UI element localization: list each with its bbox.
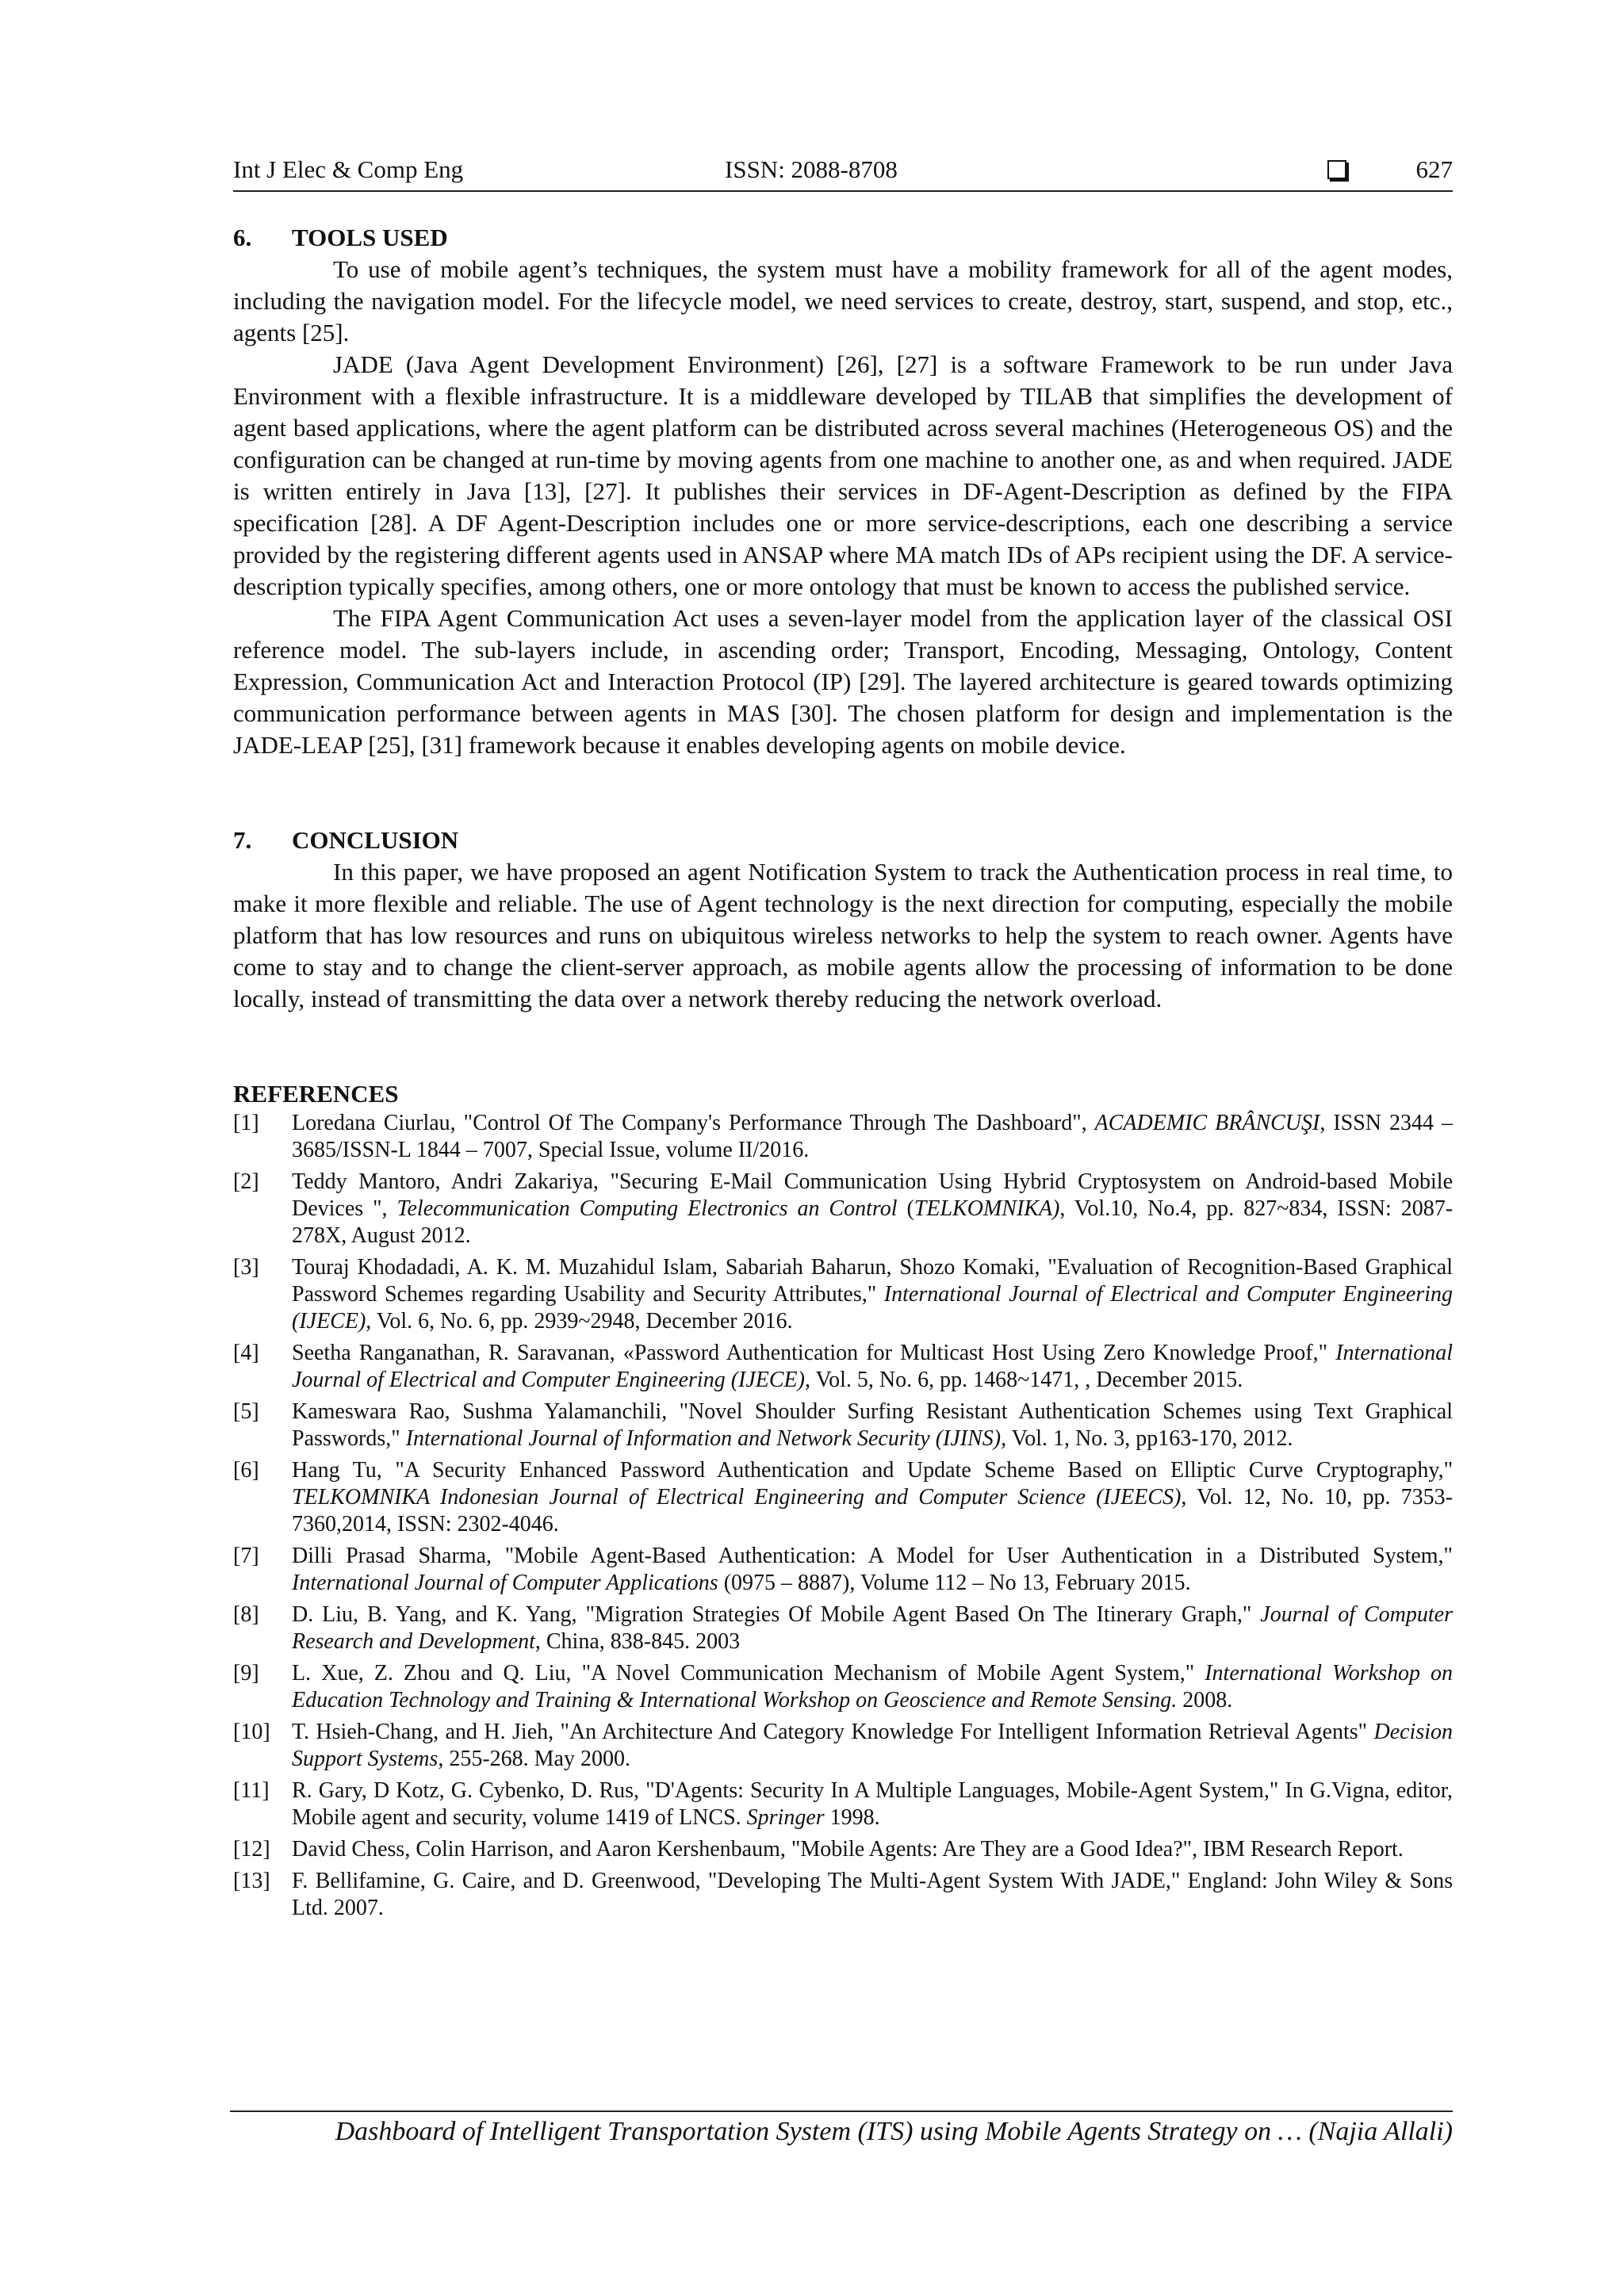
- reference-number: [4]: [233, 1341, 259, 1365]
- reference-item: [233, 1601, 1453, 1655]
- reference-item: [233, 1868, 1453, 1922]
- reference-number: [6]: [233, 1458, 259, 1483]
- reference-item: [233, 1254, 1453, 1335]
- reference-number: [2]: [233, 1169, 259, 1194]
- reference-number: [7]: [233, 1544, 259, 1568]
- reference-item: [233, 1777, 1453, 1831]
- section-heading: [233, 222, 1453, 254]
- paragraph: To use of mobile agent’s techniques, the system must have a mobility framework for all of the agent modes, including the navigation model. For the lifecycle model, we need services to create, destroy, start, suspend, and stop, etc., agents [25].: [233, 255, 1453, 346]
- references-section: [233, 1078, 1453, 1922]
- section-title: TOOLS USED: [292, 224, 448, 251]
- reference-text: Seetha Ranganathan, R. Saravanan, «Password Authentication for Multicast Host Using Zero Knowledge Proof," International Journal of Electrical and Computer Engineering (IJECE), Vol. 5, No. 6, pp. 1468~1471, , December 2015.: [292, 1341, 1453, 1392]
- reference-number: [9]: [233, 1661, 259, 1686]
- paragraph: In this paper, we have proposed an agent Notification System to track the Authentication process in real time, to make it more flexible and reliable. The use of Agent technology is the next direction for computing, especially the mobile platform that has low resources and runs on ubiquitous wireless networks to help the system to reach owner. Agents have come to stay and to change the client-server approach, as mobile agents allow the processing of information to be done locally, instead of transmitting the data over a network thereby reducing the network overload.: [233, 858, 1453, 1012]
- section-heading: [233, 825, 1453, 856]
- reference-text: R. Gary, D Kotz, G. Cybenko, D. Rus, "D'Agents: Security In A Multiple Languages, Mobile-Agent System," In G.Vigna, editor, Mobile agent and security, volume 1419 of LNCS. Springer 1998.: [292, 1778, 1453, 1830]
- reference-number: [13]: [233, 1869, 270, 1893]
- reference-item: [233, 1660, 1453, 1714]
- reference-number: [1]: [233, 1111, 259, 1135]
- reference-text: David Chess, Colin Harrison, and Aaron Kershenbaum, "Mobile Agents: Are They are a Good Idea?", IBM Research Report.: [292, 1837, 1404, 1862]
- journal-name: Int J Elec & Comp Eng: [233, 155, 464, 183]
- section-title: CONCLUSION: [292, 826, 459, 854]
- reference-text: Hang Tu, "A Security Enhanced Password Authentication and Update Scheme Based on Elliptic Curve Cryptography," TELKOMNIKA Indonesian Journal of Electrical Engineering and Computer Science (IJEECS), Vol. 12, No. 10, pp. 7353-7360,2014, ISSN: 2302-4046.: [292, 1458, 1454, 1536]
- page-header: [233, 155, 1453, 192]
- reference-text: D. Liu, B. Yang, and K. Yang, "Migration Strategies Of Mobile Agent Based On The Itinerary Graph," Journal of Computer Research and Development, China, 838-845. 2003: [292, 1602, 1453, 1654]
- reference-text: T. Hsieh-Chang, and H. Jieh, "An Architecture And Category Knowledge For Intelligent Information Retrieval Agents" Decision Support Systems, 255-268. May 2000.: [292, 1720, 1453, 1771]
- paragraph: JADE (Java Agent Development Environment) [26], [27] is a software Framework to be run under Java Environment with a flexible infrastructure. It is a middleware developed by TILAB that simplifies the development of agent based applications, where the agent platform can be distributed across several machines (Heterogeneous OS) and the configuration can be changed at run-time by moving agents from one machine to another one, as and when required. JADE is written entirely in Java [13], [27]. It publishes their services in DF-Agent-Description as defined by the FIPA specification [28]. A DF Agent-Description includes one or more service-descriptions, each one describing a service provided by the registering different agents used in ANSAP where MA match IDs of APs recipient using the DF. A service-description typically specifies, among others, one or more ontology that must be known to access the published service.: [233, 350, 1453, 600]
- section-conclusion: [233, 825, 1453, 1015]
- reference-number: [10]: [233, 1720, 270, 1744]
- reference-number: [5]: [233, 1399, 259, 1424]
- reference-item: [233, 1110, 1453, 1164]
- reference-number: [3]: [233, 1255, 259, 1280]
- reference-item: [233, 1399, 1453, 1452]
- running-footer: Dashboard of Intelligent Transportation System (ITS) using Mobile Agents Strategy on … (Najia Allali): [335, 2117, 1453, 2146]
- square-bullet-icon: [1327, 160, 1346, 179]
- page-body: [233, 222, 1453, 1927]
- reference-item: [233, 1457, 1453, 1538]
- reference-text: Kameswara Rao, Sushma Yalamanchili, "Novel Shoulder Surfing Resistant Authentication Schemes using Text Graphical Passwords," International Journal of Information and Network Security (IJINS), Vol. 1, No. 3, pp163-170, 2012.: [292, 1399, 1453, 1451]
- reference-list: [233, 1110, 1453, 1922]
- reference-text: Loredana Ciurlau, "Control Of The Company's Performance Through The Dashboard", ACADEMIC BRÂNCUŞI, ISSN 2344 – 3685/ISSN-L 1844 – 7007, Special Issue, volume II/2016.: [292, 1111, 1453, 1162]
- reference-item: [233, 1169, 1453, 1249]
- section-number: 6.: [233, 224, 252, 251]
- reference-text: Teddy Mantoro, Andri Zakariya, "Securing E-Mail Communication Using Hybrid Cryptosystem on Android-based Mobile Devices ", Telecommunication Computing Electronics an Control (TELKOMNIKA), Vol.10, No.4, pp. 827~834, ISSN: 2087-278X, August 2012.: [292, 1169, 1454, 1248]
- references-heading: REFERENCES: [233, 1080, 399, 1108]
- reference-text: Touraj Khodadadi, A. K. M. Muzahidul Islam, Sabariah Baharun, Shozo Komaki, "Evaluation of Recognition-Based Graphical Password Schemes regarding Usability and Security Attributes," International Journal of Electrical and Computer Engineering (IJECE), Vol. 6, No. 6, pp. 2939~2948, December 2016.: [292, 1255, 1453, 1334]
- reference-item: [233, 1543, 1453, 1597]
- reference-number: [12]: [233, 1837, 270, 1862]
- reference-text: L. Xue, Z. Zhou and Q. Liu, "A Novel Communication Mechanism of Mobile Agent System," International Workshop on Education Technology and Training & International Workshop on Geoscience and Remote Sensing. 2008.: [292, 1661, 1453, 1712]
- section-number: 7.: [233, 826, 252, 854]
- reference-text: Dilli Prasad Sharma, "Mobile Agent-Based Authentication: A Model for User Authentication in a Distributed System," International Journal of Computer Applications (0975 – 8887), Volume 112 – No 13, February 2015.: [292, 1544, 1453, 1595]
- paragraph: The FIPA Agent Communication Act uses a seven-layer model from the application layer of the classical OSI reference model. The sub-layers include, in ascending order; Transport, Encoding, Messaging, Ontology, Content Expression, Communication Act and Interaction Protocol (IP) [29]. The layered architecture is geared towards optimizing communication performance between agents in MAS [30]. The chosen platform for design and implementation is the JADE-LEAP [25], [31] framework because it enables developing agents on mobile device.: [233, 604, 1453, 759]
- reference-item: [233, 1719, 1453, 1773]
- reference-item: [233, 1836, 1453, 1863]
- section-tools-used: [233, 222, 1453, 761]
- reference-number: [8]: [233, 1602, 259, 1627]
- page-number: 627: [1415, 155, 1453, 183]
- reference-number: [11]: [233, 1778, 270, 1803]
- reference-text: F. Bellifamine, G. Caire, and D. Greenwood, "Developing The Multi-Agent System With JADE," England: John Wiley & Sons Ltd. 2007.: [292, 1869, 1453, 1920]
- footer-rule: [230, 2110, 1453, 2112]
- reference-item: [233, 1340, 1453, 1394]
- issn: ISSN: 2088-8708: [725, 155, 898, 183]
